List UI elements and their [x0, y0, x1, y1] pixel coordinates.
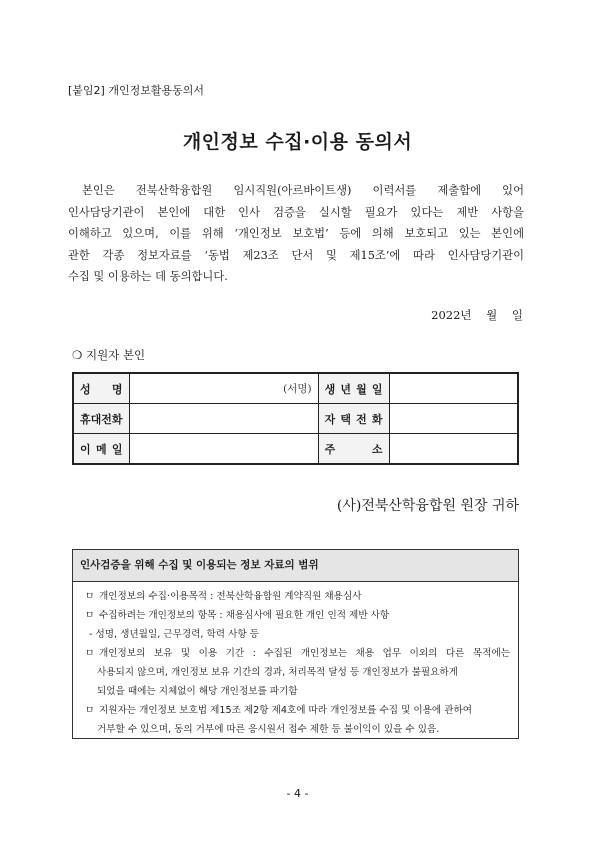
consent-line: 이해하고 있으며, 이를 위해 ‘개인정보 보호법’ 등에 의해 보호되고 있는 본인에	[68, 227, 524, 241]
refusal-text-2: 거부할 수 있으며, 동의 거부에 따른 응시원서 접수 제한 등 불이익이 있을 수 있음.	[97, 724, 440, 735]
list-item	[85, 720, 510, 739]
table-row	[73, 434, 518, 465]
items-text: 수집하려는 개인정보의 항목 : 채용심사에 필요한 개인 인적 제반 사항	[99, 610, 390, 621]
name-label: 성 명	[80, 382, 123, 396]
consent-paragraph	[68, 180, 524, 288]
address-field[interactable]	[389, 434, 518, 465]
name-field[interactable]	[129, 373, 318, 404]
email-label: 이 메 일	[80, 442, 123, 456]
home-phone-label-cell	[318, 404, 389, 434]
birth-label-cell	[318, 373, 389, 404]
addressee: (사)전북산학융합원 원장 귀하	[336, 498, 519, 514]
name-label-cell	[73, 373, 129, 404]
applicant-table	[72, 372, 519, 465]
birth-field[interactable]	[389, 373, 518, 404]
email-field[interactable]	[129, 434, 318, 465]
bullet-icon: ㅁ	[85, 705, 95, 716]
purpose-text: 개인정보의 수집·이용목적 : 전북산학융합원 계약직원 채용심사	[99, 591, 362, 602]
list-item	[85, 644, 510, 663]
document-title: 개인정보 수집·이용 동의서	[182, 131, 413, 153]
retention-text-2: 사용되지 않으며, 개인정보 보유 기간의 경과, 처리목적 달성 등 개인정보가 불필요하게	[97, 667, 458, 678]
attachment-label: [붙임2] 개인정보활용동의서	[68, 84, 204, 97]
table-row	[73, 373, 518, 404]
birth-label: 생 년 월 일	[324, 382, 383, 396]
home-phone-field[interactable]	[389, 404, 518, 434]
email-label-cell	[73, 434, 129, 465]
list-item	[85, 701, 510, 720]
consent-line: 인사담당기관이 본인에 대한 인사 검증을 실시할 필요가 있다는 제반 사항을	[68, 205, 524, 219]
table-row	[73, 404, 518, 434]
home-phone-label: 자 택 전 화	[324, 412, 383, 426]
retention-text-3: 되었을 때에는 지체없이 해당 개인정보를 파기함	[97, 686, 298, 697]
signature-mark: (서명)	[283, 383, 312, 395]
scope-body	[73, 582, 518, 739]
list-item	[85, 625, 510, 644]
section-label: ❍ 지원자 본인	[72, 348, 146, 362]
list-item	[85, 606, 510, 625]
mobile-label: 휴 대 전 화	[80, 412, 123, 426]
list-item	[85, 587, 510, 606]
bullet-icon: ㅁ	[85, 610, 95, 621]
date-line: 2022년 월 일	[431, 308, 523, 322]
page-number: - 4 -	[286, 787, 309, 800]
scope-heading: 인사검증을 위해 수집 및 이용되는 정보 자료의 범위	[73, 550, 518, 582]
consent-line: 본인은 전북산학융합원 임시직원(아르바이트생) 이력서를 제출함에 있어	[82, 184, 524, 197]
list-item	[85, 682, 510, 701]
address-label-cell	[318, 434, 389, 465]
address-label: 주 소	[324, 442, 383, 456]
refusal-text-1: 지원자는 개인정보 보호법 제15조 제2항 제4호에 따라 개인정보를 수집 및 이용에 관하여	[99, 705, 473, 716]
items-detail-text: - 성명, 생년월일, 근무경력, 학력 사항 등	[89, 629, 259, 640]
consent-line: 수집 및 이용하는 데 동의합니다.	[68, 270, 228, 284]
mobile-field[interactable]	[129, 404, 318, 434]
mobile-label-cell	[73, 404, 129, 434]
scope-box	[72, 549, 519, 739]
bullet-icon: ㅁ	[85, 591, 95, 602]
consent-line: 관한 각종 정보자료를 ‘동법 제23조 단서 및 제15조’에 따라 인사담당기관이	[68, 248, 524, 262]
list-item	[85, 663, 510, 682]
retention-text-1: 개인정보의 보유 및 이용 기간 : 수집된 개인정보는 채용 업무 이외의 다른 목적에는	[99, 648, 510, 659]
bullet-icon: ㅁ	[85, 648, 95, 659]
